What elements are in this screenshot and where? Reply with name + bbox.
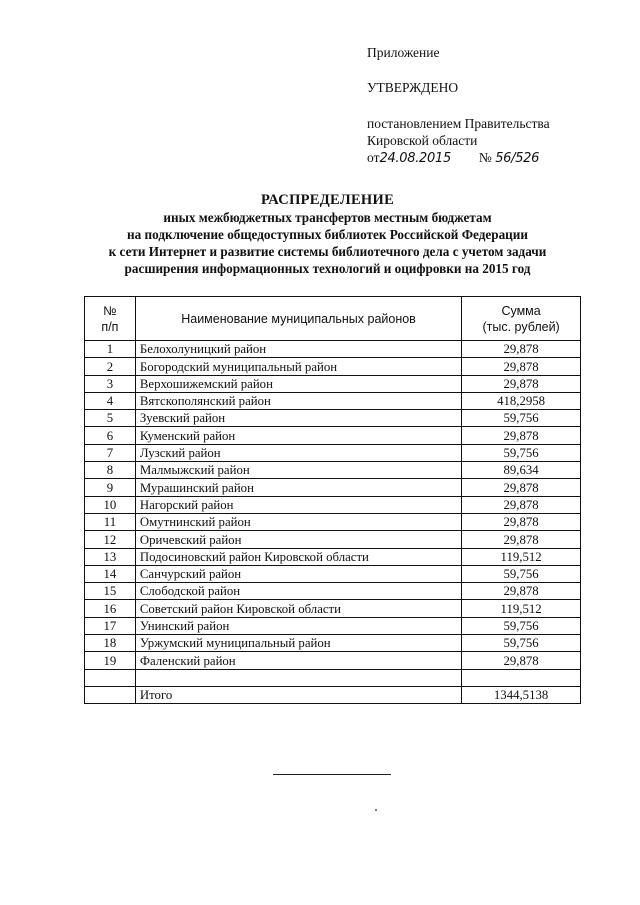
row-district: Верхошижемский район (135, 375, 461, 392)
row-district: Куменский район (135, 427, 461, 444)
header-sum-line-2: (тыс. рублей) (482, 319, 560, 334)
appendix-label: Приложение (367, 45, 440, 60)
title-line-3: к сети Интернет и развитие системы библиотечного дела с учетом задачи (108, 244, 547, 259)
row-district: Санчурский район (135, 565, 461, 582)
decree-date: 24.08.2015 (379, 151, 451, 166)
row-sum: 29,878 (462, 479, 581, 496)
row-number: 19 (85, 652, 136, 669)
row-number: 10 (85, 496, 136, 513)
table-row (85, 531, 581, 548)
row-sum: 59,756 (462, 410, 581, 427)
table-body (85, 341, 581, 704)
row-sum: 29,878 (462, 531, 581, 548)
row-sum: 59,756 (462, 565, 581, 582)
table-row (85, 496, 581, 513)
header-number-line-2: п/п (101, 319, 119, 334)
document-title (60, 191, 595, 277)
row-district: Вятскополянский район (135, 392, 461, 409)
header-number-line-1: № (103, 303, 117, 318)
table-row (85, 479, 581, 496)
table-row (85, 410, 581, 427)
header-district-name: Наименование муниципальных районов (135, 297, 461, 341)
row-sum: 29,878 (462, 427, 581, 444)
row-district: Нагорский район (135, 496, 461, 513)
row-sum: 29,878 (462, 375, 581, 392)
title-line-4: расширения информационных технологий и оцифровки на 2015 год (124, 261, 531, 276)
row-sum: 119,512 (462, 600, 581, 617)
row-district: Уржумский муниципальный район (135, 635, 461, 652)
scan-speck (375, 809, 377, 811)
decree-line-1: постановлением Правительства (367, 116, 550, 131)
header-sum (462, 297, 581, 341)
row-sum: 29,878 (462, 358, 581, 375)
table-row (85, 341, 581, 358)
total-sum: 1344,5138 (462, 686, 581, 703)
row-sum: 59,756 (462, 635, 581, 652)
row-number: 18 (85, 635, 136, 652)
table-row (85, 392, 581, 409)
table-row (85, 548, 581, 565)
title-heading: РАСПРЕДЕЛЕНИЕ (260, 192, 395, 208)
row-district: Фаленский район (135, 652, 461, 669)
row-district: Унинский район (135, 617, 461, 634)
approval-block (367, 44, 617, 167)
decree-line-2: Кировской области (367, 133, 478, 148)
table-row (85, 462, 581, 479)
table-total-row (85, 686, 581, 703)
row-number: 14 (85, 565, 136, 582)
closing-line (273, 774, 391, 775)
distribution-table (84, 296, 581, 704)
header-sum-line-1: Сумма (501, 303, 541, 318)
row-number: 11 (85, 513, 136, 530)
row-number: 12 (85, 531, 136, 548)
header-number (85, 297, 136, 341)
row-district: Богородский муниципальный район (135, 358, 461, 375)
row-district: Советский район Кировской области (135, 600, 461, 617)
row-sum: 29,878 (462, 341, 581, 358)
decree-date-number (367, 149, 617, 167)
table-empty-row (85, 669, 581, 686)
row-sum: 119,512 (462, 548, 581, 565)
row-district: Слободской район (135, 583, 461, 600)
row-district: Мурашинский район (135, 479, 461, 496)
decree-number: 56/526 (495, 151, 540, 166)
total-label: Итого (135, 686, 461, 703)
row-district: Омутнинский район (135, 513, 461, 530)
row-number: 13 (85, 548, 136, 565)
row-district: Подосиновский район Кировской области (135, 548, 461, 565)
row-sum: 29,878 (462, 583, 581, 600)
date-prefix: от (367, 150, 380, 165)
row-sum: 29,878 (462, 652, 581, 669)
row-number: 3 (85, 375, 136, 392)
row-number: 8 (85, 462, 136, 479)
table-row (85, 600, 581, 617)
row-district: Оричевский район (135, 531, 461, 548)
table-row (85, 358, 581, 375)
row-district: Лузский район (135, 444, 461, 461)
row-sum: 418,2958 (462, 392, 581, 409)
row-number: 6 (85, 427, 136, 444)
row-sum: 29,878 (462, 513, 581, 530)
table-row (85, 635, 581, 652)
row-number: 4 (85, 392, 136, 409)
table-row (85, 513, 581, 530)
row-number: 15 (85, 583, 136, 600)
table-row (85, 617, 581, 634)
row-number: 5 (85, 410, 136, 427)
approved-label: УТВЕРЖДЕНО (367, 80, 459, 95)
row-number: 16 (85, 600, 136, 617)
row-number: 9 (85, 479, 136, 496)
row-number: 1 (85, 341, 136, 358)
row-sum: 89,634 (462, 462, 581, 479)
table-row (85, 583, 581, 600)
table-row (85, 427, 581, 444)
table-row (85, 375, 581, 392)
row-district: Зуевский район (135, 410, 461, 427)
row-number: 17 (85, 617, 136, 634)
table-row (85, 652, 581, 669)
title-line-1: иных межбюджетных трансфертов местным бюджетам (163, 210, 492, 225)
row-number: 2 (85, 358, 136, 375)
number-label: № (478, 150, 492, 165)
row-district: Малмыжский район (135, 462, 461, 479)
table-header-row (85, 297, 581, 341)
row-sum: 59,756 (462, 617, 581, 634)
row-sum: 29,878 (462, 496, 581, 513)
title-line-2: на подключение общедоступных библиотек Российской Федерации (127, 227, 528, 242)
row-number: 7 (85, 444, 136, 461)
row-sum: 59,756 (462, 444, 581, 461)
row-district: Белохолуницкий район (135, 341, 461, 358)
table-row (85, 444, 581, 461)
table-row (85, 565, 581, 582)
